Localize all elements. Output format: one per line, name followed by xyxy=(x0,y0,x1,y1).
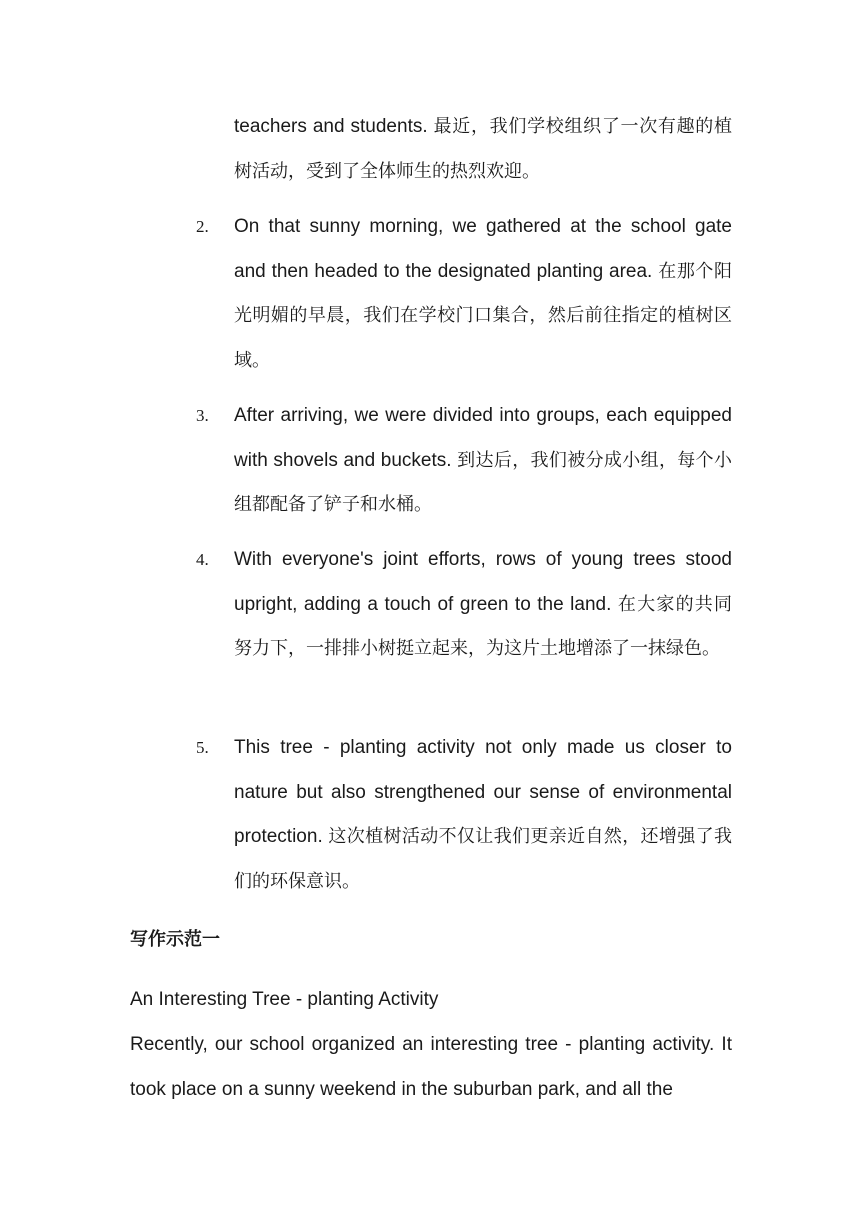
list-item-number: 4. xyxy=(196,550,209,569)
chinese-translation: 这次植树活动不仅让我们更亲近自然，还增强了我们的环保意识。 xyxy=(234,826,733,892)
section-heading: 写作示范一 xyxy=(130,929,220,950)
chinese-translation: 最近，我们学校组织了一次有趣的植树活动，受到了全体师生的热烈欢迎。 xyxy=(234,116,732,182)
list-item-text xyxy=(234,205,732,383)
list-item-number: 5. xyxy=(196,738,209,757)
list-item-number: 3. xyxy=(196,406,209,425)
english-sentence: teachers and students. xyxy=(234,116,428,137)
english-sentence: On that sunny morning, we gathered at the school gate and then headed to the designated planting area. xyxy=(234,216,732,282)
list-item-text xyxy=(234,105,732,194)
chinese-translation: 在那个阳光明媚的早晨，我们在学校门口集合，然后前往指定的植树区域。 xyxy=(234,260,733,371)
essay-title: An Interesting Tree - planting Activity xyxy=(130,989,439,1010)
list-item-text xyxy=(234,726,732,904)
list-item-number: 2. xyxy=(196,217,209,236)
english-sentence: After arriving, we were divided into groups, each equipped with shovels and buckets. xyxy=(234,405,732,471)
list-item-text xyxy=(234,394,732,528)
list-item-text xyxy=(234,538,732,672)
chinese-translation: 在大家的共同努力下，一排排小树挺立起来，为这片土地增添了一抹绿色。 xyxy=(234,593,733,660)
essay-body: Recently, our school organized an interesting tree - planting activity. It took place on a sunny weekend in the suburban park, and all the xyxy=(130,1034,732,1100)
english-sentence: This tree - planting activity not only made us closer to nature but also strengthened our sense of environmental protection. xyxy=(234,737,732,848)
chinese-translation: 到达后，我们被分成小组，每个小组都配备了铲子和水桶。 xyxy=(234,449,732,516)
english-sentence: With everyone's joint efforts, rows of young trees stood upright, adding a touch of green to the land. xyxy=(234,549,732,615)
